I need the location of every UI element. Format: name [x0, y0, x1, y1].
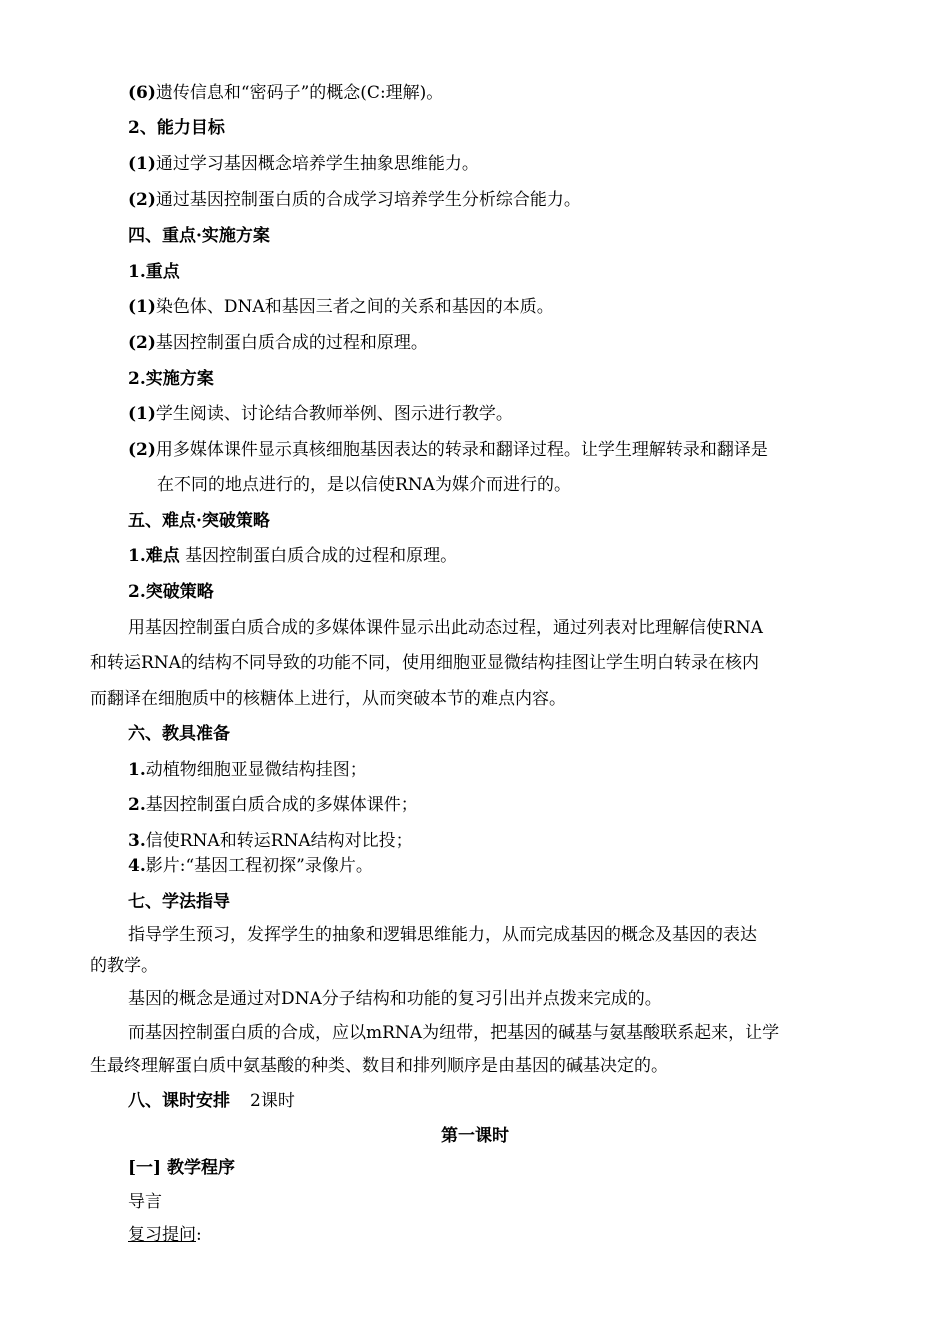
item-text: 动植物细胞亚显微结构挂图； [145, 760, 367, 780]
item-number: (1) [128, 404, 156, 424]
schedule-value: 2课时 [250, 1091, 295, 1111]
objective-item-6 [128, 82, 443, 104]
item-number: 1. [128, 760, 146, 780]
key-point-item-2 [128, 332, 428, 354]
teaching-aid-item-4 [128, 855, 373, 877]
item-text: 遗传信息和“密码子”的概念(C:理解)。 [155, 83, 444, 103]
paragraph-line: 指导学生预习，发挥学生的抽象和逻辑思维能力，从而完成基因的概念及基因的表达 [128, 925, 757, 945]
item-number: (2) [128, 440, 156, 460]
section-heading-ability-goals: 2、能力目标 [128, 118, 225, 138]
item-text: 基因控制蛋白质合成的过程和原理。 [155, 333, 428, 353]
implementation-item-2 [128, 439, 768, 461]
item-text: 信使RNA和转运RNA结构对比投； [145, 831, 413, 851]
paragraph-line: 的教学。 [90, 956, 158, 976]
ability-item-2 [128, 189, 581, 211]
subheading-teaching-procedure: [一] 教学程序 [128, 1158, 236, 1178]
subheading-implementation: 2.实施方案 [128, 369, 214, 389]
paragraph-line: 生最终理解蛋白质中氨基酸的种类、数目和排列顺序是由基因的碱基决定的。 [90, 1056, 668, 1076]
item-text: 用多媒体课件显示真核细胞基因表达的转录和翻译过程。让学生理解转录和翻译是 [155, 440, 768, 460]
paragraph-line: 基因的概念是通过对DNA分子结构和功能的复习引出并点拨来完成的。 [128, 989, 662, 1009]
item-number: (1) [128, 154, 156, 174]
item-text: 通过学习基因概念培养学生抽象思维能力。 [155, 154, 479, 174]
teaching-aid-item-3 [128, 830, 413, 852]
item-text: 基因控制蛋白质合成的过程和原理。 [179, 546, 458, 566]
item-text: 学生阅读、讨论结合教师举例、图示进行教学。 [155, 404, 513, 424]
ability-item-1 [128, 153, 479, 175]
lesson-title: 第一课时 [441, 1126, 509, 1146]
subheading-key-points: 1.重点 [128, 262, 180, 282]
item-text: 染色体、DNA和基因三者之间的关系和基因的本质。 [155, 297, 554, 317]
paragraph-line: 和转运RNA的结构不同导致的功能不同，使用细胞亚显微结构挂图让学生明白转录在核内 [90, 653, 759, 673]
section-heading-difficulties: 五、难点·突破策略 [128, 511, 270, 531]
item-number: (1) [128, 297, 156, 317]
introduction-label: 导言 [128, 1192, 162, 1212]
paragraph-line: 而翻译在细胞质中的核糖体上进行，从而突破本节的难点内容。 [90, 689, 566, 709]
subheading-breakthrough: 2.突破策略 [128, 582, 214, 602]
item-number: (2) [128, 190, 156, 210]
implementation-item-1 [128, 403, 513, 425]
section-heading-study-guidance: 七、学法指导 [128, 892, 230, 912]
item-text: 影片:“基因工程初探”录像片。 [145, 856, 373, 876]
difficulty-line [128, 545, 457, 567]
item-number: 4. [128, 856, 146, 876]
paragraph-line: 而基因控制蛋白质的合成，应以mRNA为纽带，把基因的碱基与氨基酸联系起来，让学 [128, 1023, 780, 1043]
item-number: 3. [128, 831, 146, 851]
paragraph-line: 用基因控制蛋白质合成的多媒体课件显示出此动态过程，通过列表对比理解信使RNA [128, 618, 763, 638]
item-label: 1.难点 [128, 546, 180, 566]
underlined-text: 复习提问 [128, 1225, 196, 1245]
item-text: 通过基因控制蛋白质的合成学习培养学生分析综合能力。 [155, 190, 581, 210]
section-heading-key-points: 四、重点·实施方案 [128, 226, 270, 246]
teaching-aid-item-2 [128, 794, 418, 816]
item-text: 基因控制蛋白质合成的多媒体课件； [145, 795, 418, 815]
implementation-item-2-continued: 在不同的地点进行的，是以信使RNA为媒介而进行的。 [157, 475, 571, 495]
colon: : [196, 1225, 202, 1245]
section-heading-schedule [128, 1090, 295, 1112]
item-number: (6) [128, 83, 156, 103]
teaching-aid-item-1 [128, 759, 367, 781]
item-number: 2. [128, 795, 146, 815]
review-questions-label [128, 1224, 202, 1246]
heading-label: 八、课时安排 [128, 1091, 230, 1111]
key-point-item-1 [128, 296, 554, 318]
section-heading-teaching-aids: 六、教具准备 [128, 724, 230, 744]
item-number: (2) [128, 333, 156, 353]
